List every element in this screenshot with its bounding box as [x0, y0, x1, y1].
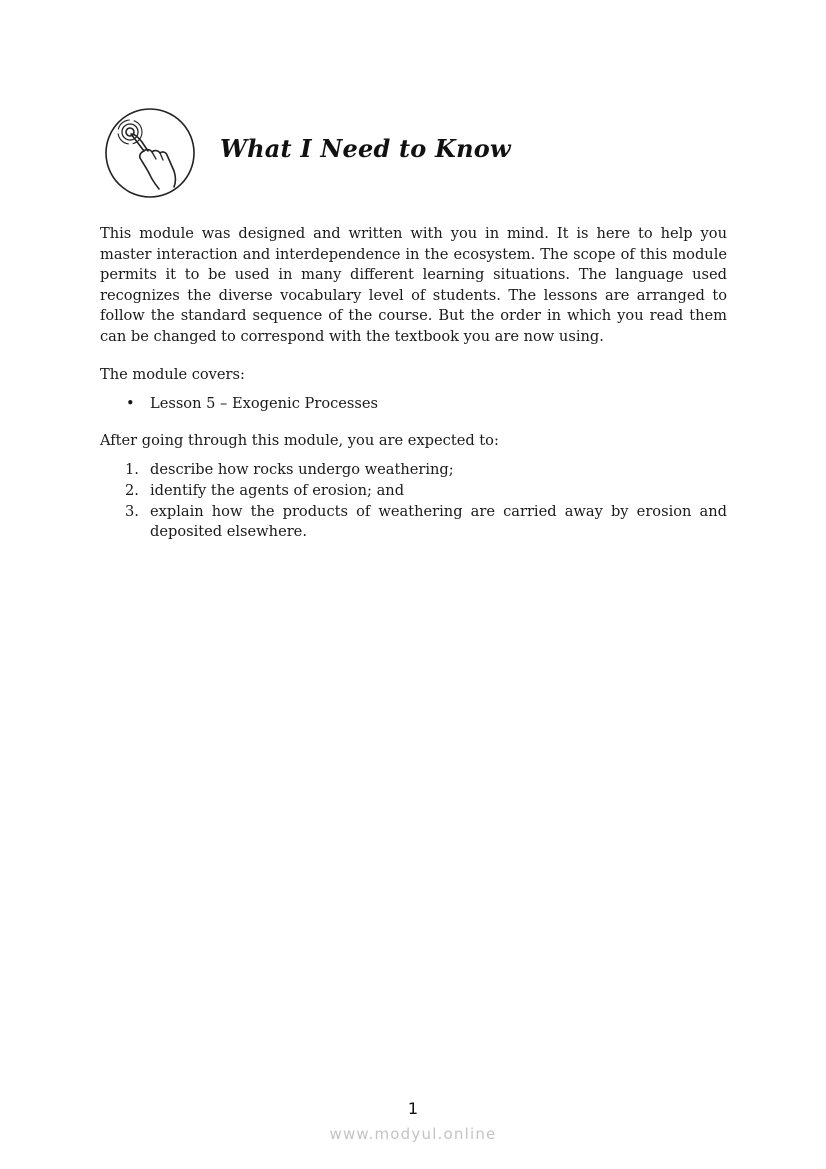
objectives-label: After going through this module, you are expected to:	[100, 431, 499, 449]
covers-label: The module covers:	[100, 365, 245, 383]
page-title: What I Need to Know	[220, 134, 511, 163]
item-number: 2.	[125, 481, 139, 499]
intro-paragraph: This module was designed and written with you in mind. It is here to help you master interaction and interdependence in the ecosystem. The scope of this module permits it to be used in many different learning situations. The language used recognizes the diverse vocabulary level of students. The lessons are arranged to follow the standard sequence of the course. But the order in which you read them can be changed to correspond with the textbook you are now using.	[100, 225, 727, 345]
objectives-list	[100, 460, 727, 542]
module-content	[100, 224, 727, 543]
objective-text: describe how rocks undergo weathering;	[150, 461, 454, 479]
list-item	[100, 502, 727, 543]
covers-list	[100, 394, 727, 415]
item-number: 1.	[125, 461, 139, 479]
lesson-item-label: Lesson 5 – Exogenic Processes	[150, 395, 379, 413]
pointing-hand-touch-icon	[104, 107, 196, 199]
list-item	[100, 394, 727, 415]
bullet-icon: •	[126, 395, 135, 413]
list-item	[100, 460, 727, 481]
objective-text: identify the agents of erosion; and	[150, 481, 405, 499]
list-item	[100, 481, 727, 502]
item-number: 3.	[125, 502, 139, 520]
objective-text: explain how the products of weathering are carried away by erosion and deposited elsewhere.	[150, 502, 727, 541]
watermark: www.modyul.online	[329, 1125, 497, 1143]
page-number: 1	[407, 1099, 419, 1118]
